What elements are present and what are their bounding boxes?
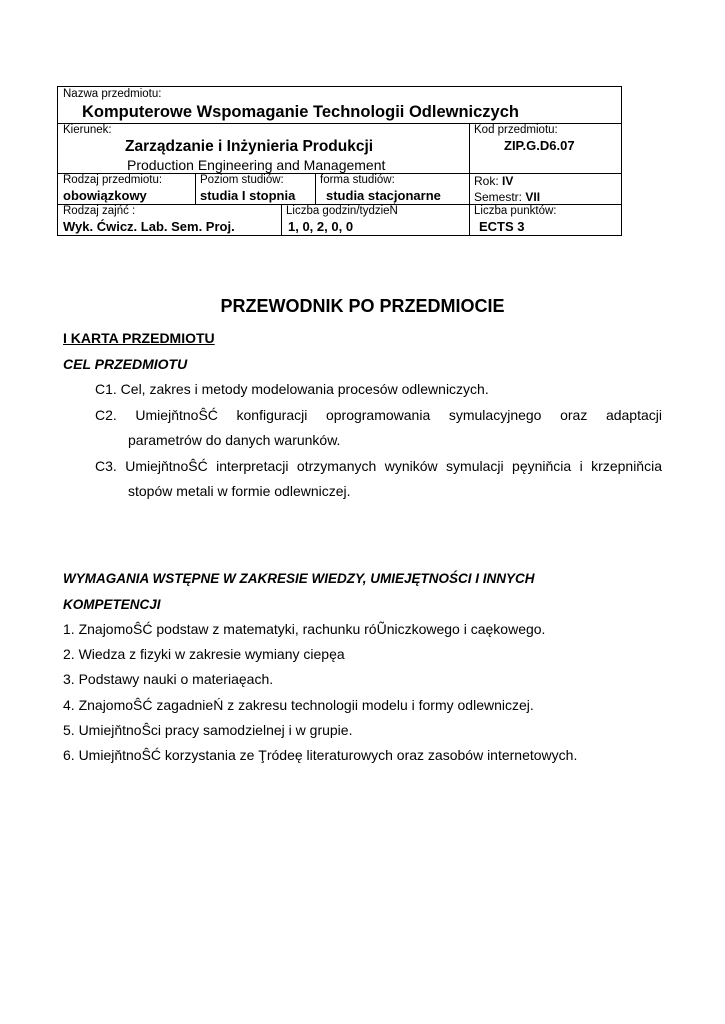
course-code-label: Kod przedmiotu: xyxy=(474,124,558,136)
course-name-value: Komputerowe Wspomaganie Technologii Odlewniczych xyxy=(82,103,519,121)
course-type-label: Rodzaj przedmiotu: xyxy=(63,174,163,186)
study-level-label: Poziom studiów: xyxy=(200,174,284,186)
objective-item: C3. UmiejňtnoŜĆ interpretacji otrzymanych wyników symulacji pęyniňcia i krzepniňcia xyxy=(95,458,662,474)
year-label: Rok: xyxy=(474,174,499,188)
table-divider xyxy=(315,173,316,204)
prerequisite-item: 2. Wiedza z fizyki w zakresie wymiany ciepęa xyxy=(63,646,345,662)
field-of-study-label: Kierunek: xyxy=(63,124,112,136)
prerequisites-heading-continuation: KOMPETENCJI xyxy=(63,597,161,612)
table-divider xyxy=(195,173,196,204)
table-divider xyxy=(281,204,282,236)
page-title: PRZEWODNIK PO PRZEDMIOCIE xyxy=(220,296,505,316)
table-divider xyxy=(469,123,470,236)
semester-label: Semestr: xyxy=(474,190,523,204)
course-info-table xyxy=(57,86,622,236)
ects-label: Liczba punktów: xyxy=(474,205,557,217)
course-card-heading: I KARTA PRZEDMIOTU xyxy=(63,330,215,346)
study-form-label: forma studiów: xyxy=(320,174,395,186)
year-field xyxy=(474,174,513,188)
course-name-label: Nazwa przedmiotu: xyxy=(63,88,162,100)
prerequisite-item: 1. ZnajomoŜĆ podstaw z matematyki, rachunku róŨniczkowego i caękowego. xyxy=(63,621,546,637)
field-of-study-value: Zarządzanie i Inżynieria Produkcji xyxy=(125,138,374,155)
ects-value: ECTS 3 xyxy=(479,219,525,234)
objective-item-continuation: parametrów do danych warunków. xyxy=(128,432,341,448)
course-code-value: ZIP.G.D6.07 xyxy=(504,138,575,153)
objective-item: C1. Cel, zakres i metody modelowania procesów odlewniczych. xyxy=(95,381,489,397)
field-of-study-english: Production Engineering and Management xyxy=(127,157,386,173)
course-type-value: obowiązkowy xyxy=(63,188,147,203)
prerequisite-item: 6. UmiejňtnoŜĆ korzystania ze Ţródeę literaturowych oraz zasobów internetowych. xyxy=(63,747,578,763)
course-objective-heading: CEL PRZEDMIOTU xyxy=(63,356,188,372)
class-types-value: Wyk. Ćwicz. Lab. Sem. Proj. xyxy=(63,219,235,234)
prerequisite-item: 3. Podstawy nauki o materiaęach. xyxy=(63,671,274,687)
prerequisites-heading: WYMAGANIA WSTĘPNE W ZAKRESIE WIEDZY, UMIEJĘTNOŚCI I INNYCH xyxy=(63,571,535,586)
study-form-value: studia stacjonarne xyxy=(326,188,441,203)
prerequisite-item: 5. UmiejňtnoŜci pracy samodzielnej i w grupie. xyxy=(63,722,353,738)
class-types-label: Rodzaj zajńć : xyxy=(63,205,136,217)
semester-field xyxy=(474,190,540,204)
objective-item-continuation: stopów metali w formie odlewniczej. xyxy=(128,483,351,499)
prerequisite-item: 4. ZnajomoŜĆ zagadnieŃ z zakresu technologii modelu i formy odlewniczej. xyxy=(63,697,534,713)
weekly-hours-value: 1, 0, 2, 0, 0 xyxy=(288,219,354,234)
semester-value: VII xyxy=(525,190,541,204)
study-level-value: studia I stopnia xyxy=(200,188,296,203)
year-value: IV xyxy=(502,174,514,188)
objective-item: C2. UmiejňtnoŜĆ konfiguracji oprogramowania symulacyjnego oraz adaptacji xyxy=(95,407,662,423)
weekly-hours-label: Liczba godzin/tydzieŃ xyxy=(286,205,398,217)
